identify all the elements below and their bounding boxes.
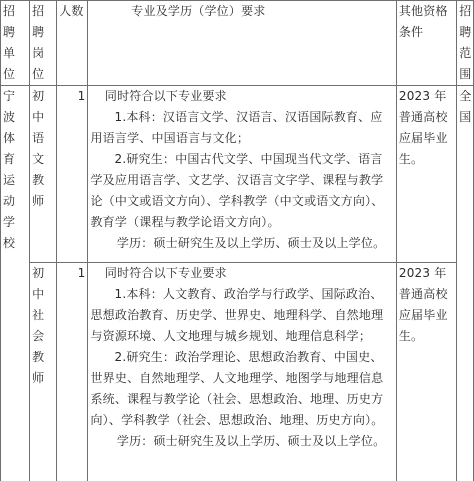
requirements-cell [88, 86, 396, 263]
req-undergrad: 1.本科：汉语言文学、汉语言、汉语国际教育、应用语言学、中国语言与文化； [90, 110, 383, 145]
req-grad: 2.研究生：中国古代文学、中国现当代文学、语言学及应用语言学、文艺学、汉语言文字学、课程与教学论（中文或语文方向）、学科教学（中文或语文方向）、教育学（课程与教学论语文方向）。 [90, 152, 384, 229]
header-row [1, 1, 474, 86]
req-degree: 学历：硕士研究生及以上学历、硕士及以上学位。 [116, 434, 386, 448]
header-requirements [88, 1, 396, 86]
header-requirements-text: 专业及学历（学位）要求 [131, 4, 266, 18]
req-intro: 同时符合以下专业要求 [104, 89, 227, 103]
table-row [1, 86, 474, 263]
req-undergrad: 1.本科：人文教育、政治学与行政学、国际政治、思想政治教育、历史学、世界史、地理科学、自然地理与资源环境、人文地理与城乡规划、地理信息科学； [90, 287, 384, 343]
table-row [1, 263, 474, 481]
req-intro: 同时符合以下专业要求 [104, 266, 227, 280]
req-degree: 学历：硕士研究生及以上学历、硕士及以上学位。 [116, 236, 386, 250]
other-cell: 2023 年普通高校应届毕业生。 [396, 86, 456, 263]
header-post: 招聘岗位 [30, 1, 57, 86]
count-cell: 1 [57, 86, 88, 263]
count-cell: 1 [57, 263, 88, 481]
header-range: 招聘范围 [457, 1, 474, 86]
post-cell: 初中社会教师 [30, 263, 57, 481]
header-unit: 招聘单位 [1, 1, 30, 86]
other-cell: 2023 年普通高校应届毕业生。 [396, 263, 456, 481]
unit-cell: 宁波体育运动学校 [1, 86, 30, 481]
req-grad: 2.研究生：政治学理论、思想政治教育、中国史、世界史、自然地理学、人文地理学、地图学与地理信息系统、课程与教学论（社会、思想政治、地理、历史方向）、学科教学（社会、思想政治、地理、历史方向）。 [90, 350, 384, 427]
post-cell: 初中语文教师 [30, 86, 57, 263]
requirements-cell [88, 263, 396, 481]
header-count: 人数 [57, 1, 88, 86]
range-cell: 全国 [457, 86, 474, 481]
header-other: 其他资格条件 [396, 1, 456, 86]
